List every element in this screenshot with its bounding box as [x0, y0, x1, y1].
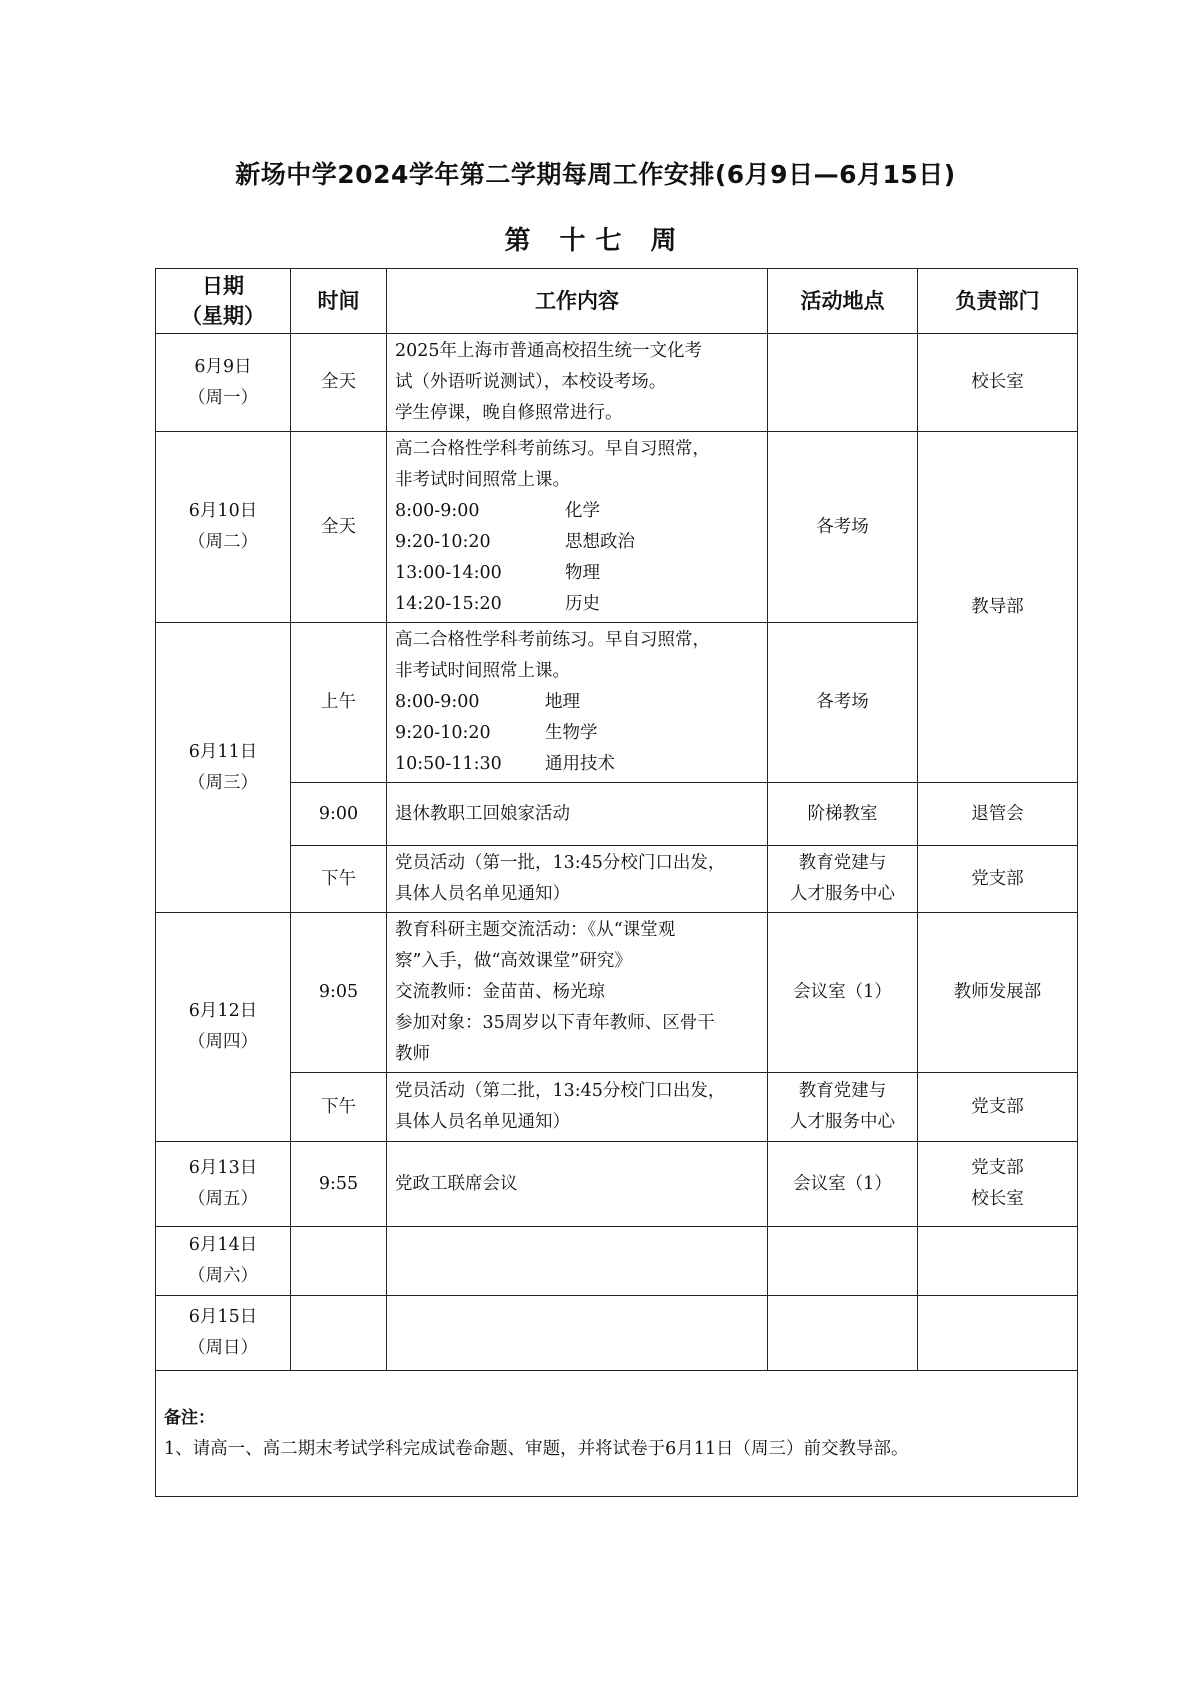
content-thu-905-line-5: 教师: [395, 1044, 430, 1064]
location-sat: [768, 1227, 918, 1296]
time-mon: 全天: [291, 334, 387, 432]
date-cell-sun: [156, 1296, 291, 1371]
location-wed-pm-line-2: 人才服务中心: [790, 884, 895, 904]
row-fri: [156, 1142, 1078, 1227]
content-mon-line-1: 2025年上海市普通高校招生统一文化考: [395, 341, 703, 361]
date-sun: 6月15日: [188, 1307, 258, 1327]
header-date-line2: （星期）: [181, 304, 265, 328]
dept-wed-9: 退管会: [918, 783, 1078, 846]
weekday-fri: （周五）: [188, 1189, 258, 1209]
location-thu-905: 会议室（1）: [768, 913, 918, 1073]
weekday-wed: （周三）: [188, 772, 258, 793]
page-title: 新场中学2024学年第二学期每周工作安排(6月9日—6月15日): [235, 160, 956, 189]
header-dept: 负责部门: [918, 269, 1078, 334]
location-thu-pm-line-2: 人才服务中心: [790, 1112, 895, 1132]
date-cell-tue: [156, 432, 291, 623]
location-wed-am: 各考场: [768, 623, 918, 783]
exam-slot: [395, 527, 759, 558]
weekday-sun: （周日）: [188, 1338, 258, 1358]
content-thu-pm-line-1: 党员活动（第二批，13:45分校门口出发，: [395, 1081, 726, 1101]
exam-slot-time: 9:20-10:20: [395, 723, 491, 743]
time-thu-905: 9:05: [291, 913, 387, 1073]
row-thu-pm: [156, 1073, 1078, 1142]
dept-wed-pm: 党支部: [918, 846, 1078, 913]
header-date-line1: 日期: [202, 274, 244, 298]
content-mon-line-2: 试（外语听说测试），本校设考场。: [395, 372, 667, 392]
date-tue: 6月10日: [188, 501, 258, 521]
remarks-cell: [156, 1371, 1078, 1497]
content-thu-pm: [387, 1073, 768, 1142]
content-thu-pm-line-2: 具体人员名单见通知）: [395, 1112, 570, 1132]
content-thu-905-line-3: 交流教师：金苗苗、杨光琼: [395, 982, 605, 1002]
exam-slot: [395, 718, 759, 749]
dept-fri-line-1: 党支部: [971, 1158, 1024, 1178]
exam-slot: [395, 558, 759, 589]
schedule-table: [155, 268, 1078, 1497]
content-wed-am: [387, 623, 768, 783]
location-thu-pm: [768, 1073, 918, 1142]
date-fri: 6月13日: [188, 1158, 258, 1178]
row-sun: [156, 1296, 1078, 1371]
content-tue: [387, 432, 768, 623]
date-cell-mon: [156, 334, 291, 432]
row-thu-905: [156, 913, 1078, 1073]
date-cell-fri: [156, 1142, 291, 1227]
exam-slot-subject: 物理: [565, 563, 600, 583]
header-content: 工作内容: [387, 269, 768, 334]
header-row: [156, 269, 1078, 334]
exam-slot-time: 8:00-9:00: [395, 692, 480, 712]
date-mon: 6月9日: [194, 356, 252, 377]
weekday-sat: （周六）: [188, 1266, 258, 1286]
date-cell-thu: [156, 913, 291, 1142]
dept-sun: [918, 1296, 1078, 1371]
location-mon: [768, 334, 918, 432]
time-wed-pm: 下午: [291, 846, 387, 913]
row-tue: [156, 432, 1078, 623]
dept-sat: [918, 1227, 1078, 1296]
content-thu-905: [387, 913, 768, 1073]
content-wed-9: 退休教职工回娘家活动: [387, 783, 768, 846]
date-wed: 6月11日: [188, 741, 258, 762]
date-thu: 6月12日: [188, 1001, 258, 1021]
exam-slot-subject: 化学: [565, 501, 600, 521]
header-time: 时间: [291, 269, 387, 334]
date-cell-sat: [156, 1227, 291, 1296]
time-sat: [291, 1227, 387, 1296]
exam-slot-subject: 思想政治: [565, 532, 635, 552]
row-mon: [156, 334, 1078, 432]
exam-slot-time: 8:00-9:00: [395, 501, 480, 521]
content-mon: [387, 334, 768, 432]
content-wed-am-line-1: 高二合格性学科考前练习。早自习照常，: [395, 630, 710, 650]
time-sun: [291, 1296, 387, 1371]
content-fri: 党政工联席会议: [387, 1142, 768, 1227]
row-remarks: [156, 1371, 1078, 1497]
exam-slot: [395, 496, 759, 527]
weekday-tue: （周二）: [188, 532, 258, 552]
weekday-thu: （周四）: [188, 1032, 258, 1052]
location-fri: 会议室（1）: [768, 1142, 918, 1227]
date-sat: 6月14日: [188, 1235, 258, 1255]
exam-slot-time: 13:00-14:00: [395, 563, 502, 583]
remarks-item-1: 1、请高一、高二期末考试学科完成试卷命题、审题，并将试卷于6月11日（周三）前交教导部。: [164, 1438, 909, 1459]
dept-fri-line-2: 校长室: [971, 1189, 1024, 1209]
content-wed-pm-line-1: 党员活动（第一批，13:45分校门口出发，: [395, 853, 726, 873]
row-sat: [156, 1227, 1078, 1296]
location-sun: [768, 1296, 918, 1371]
time-fri: 9:55: [291, 1142, 387, 1227]
content-sat: [387, 1227, 768, 1296]
header-location: 活动地点: [768, 269, 918, 334]
exam-slot-time: 10:50-11:30: [395, 754, 502, 774]
row-wed-9: [156, 783, 1078, 846]
header-date: [156, 269, 291, 334]
location-wed-pm-line-1: 教育党建与: [798, 853, 887, 873]
dept-thu-pm: 党支部: [918, 1073, 1078, 1142]
content-thu-905-line-1: 教育科研主题交流活动：《从“课堂观: [395, 920, 676, 940]
content-thu-905-line-4: 参加对象：35周岁以下青年教师、区骨干: [395, 1013, 715, 1033]
location-wed-pm: [768, 846, 918, 913]
time-tue: 全天: [291, 432, 387, 623]
dept-mon: 校长室: [918, 334, 1078, 432]
location-wed-9: 阶梯教室: [768, 783, 918, 846]
weekday-mon: （周一）: [188, 387, 258, 408]
exam-slot-time: 9:20-10:20: [395, 532, 491, 552]
location-thu-pm-line-1: 教育党建与: [798, 1081, 887, 1101]
exam-slot: [395, 589, 759, 620]
content-thu-905-line-2: 察”入手，做“高效课堂”研究》: [395, 951, 632, 971]
exam-slot: [395, 687, 759, 718]
content-wed-pm-line-2: 具体人员名单见通知）: [395, 884, 570, 904]
exam-slot-time: 14:20-15:20: [395, 594, 502, 614]
content-sun: [387, 1296, 768, 1371]
dept-fri: [918, 1142, 1078, 1227]
content-mon-line-3: 学生停课，晚自修照常进行。: [395, 403, 623, 423]
content-wed-pm: [387, 846, 768, 913]
content-wed-am-line-2: 非考试时间照常上课。: [395, 661, 570, 681]
time-thu-pm: 下午: [291, 1073, 387, 1142]
content-tue-line-1: 高二合格性学科考前练习。早自习照常，: [395, 439, 710, 459]
exam-slot-subject: 生物学: [545, 723, 598, 743]
date-cell-wed: [156, 623, 291, 913]
time-wed-9: 9:00: [291, 783, 387, 846]
dept-thu-905: 教师发展部: [918, 913, 1078, 1073]
row-wed-pm: [156, 846, 1078, 913]
exam-slot-subject: 历史: [565, 594, 600, 614]
exam-slot-subject: 地理: [545, 692, 580, 712]
exam-slot: [395, 749, 759, 780]
dept-tue-wed: 教导部: [918, 432, 1078, 783]
time-wed-am: 上午: [291, 623, 387, 783]
location-tue: 各考场: [768, 432, 918, 623]
exam-slot-subject: 通用技术: [545, 754, 615, 774]
week-label: 第 十七 周: [504, 226, 687, 256]
remarks-label: 备注：: [164, 1407, 215, 1428]
content-tue-line-2: 非考试时间照常上课。: [395, 470, 570, 490]
